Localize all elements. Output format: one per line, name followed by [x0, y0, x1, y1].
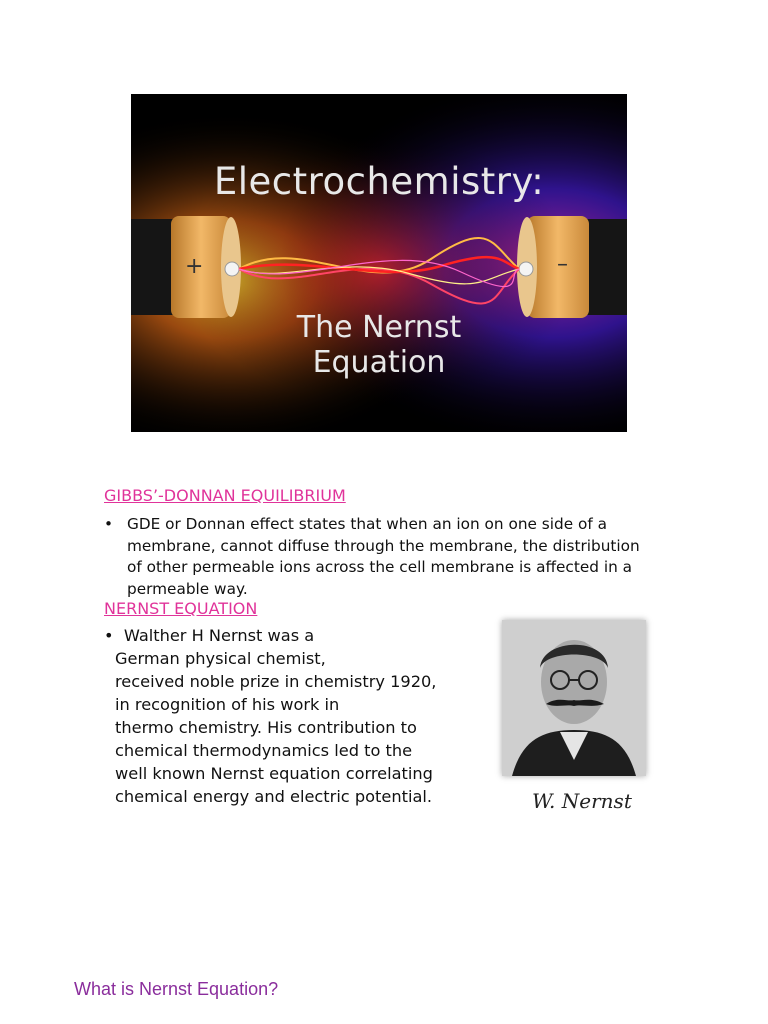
hero-title: Electrochemistry:	[213, 160, 545, 203]
nernst-signature	[528, 782, 638, 822]
electrochemistry-illustration	[131, 94, 627, 432]
nernst-line: German physical chemist,	[115, 649, 326, 668]
bullet-gibbs-text: GDE or Donnan effect states that when an ion on one side of a membrane, cannot diffuse through the membrane, the distribution of other permeable ions across the cell membrane is affected in a permeable way.	[127, 515, 640, 598]
nernst-line: • Walther H Nernst was a	[104, 626, 315, 645]
hero-subtitle-line1: The Nernst	[296, 310, 462, 345]
portrait-illustration	[502, 620, 646, 776]
nernst-line: chemical energy and electric potential.	[115, 787, 433, 806]
hero-subtitle	[131, 310, 627, 380]
bullet-dot: •	[104, 626, 114, 645]
title-image	[131, 94, 627, 432]
hero-subtitle-line2: Equation	[312, 345, 446, 380]
nernst-equation-link[interactable]: What is Nernst Equation?	[74, 979, 279, 999]
heading-nernst-equation: NERNST EQUATION	[104, 599, 258, 618]
bullet-dot: •	[104, 515, 114, 533]
nernst-line: thermo chemistry. His contribution to	[115, 718, 417, 737]
plus-sign: +	[185, 254, 204, 279]
minus-sign: –	[557, 252, 568, 277]
bullet-nernst	[104, 624, 436, 808]
nernst-portrait	[502, 620, 646, 776]
nernst-line: well known Nernst equation correlating	[115, 764, 433, 783]
nernst-line: chemical thermodynamics led to the	[115, 741, 413, 760]
heading-gibbs-donnan: GIBBS’-DONNAN EQUILIBRIUM	[104, 486, 346, 505]
nernst-line: received noble prize in chemistry 1920,	[115, 672, 437, 691]
svg-text:W. Nernst: W. Nernst	[532, 789, 632, 813]
nernst-line: in recognition of his work in	[115, 695, 340, 714]
